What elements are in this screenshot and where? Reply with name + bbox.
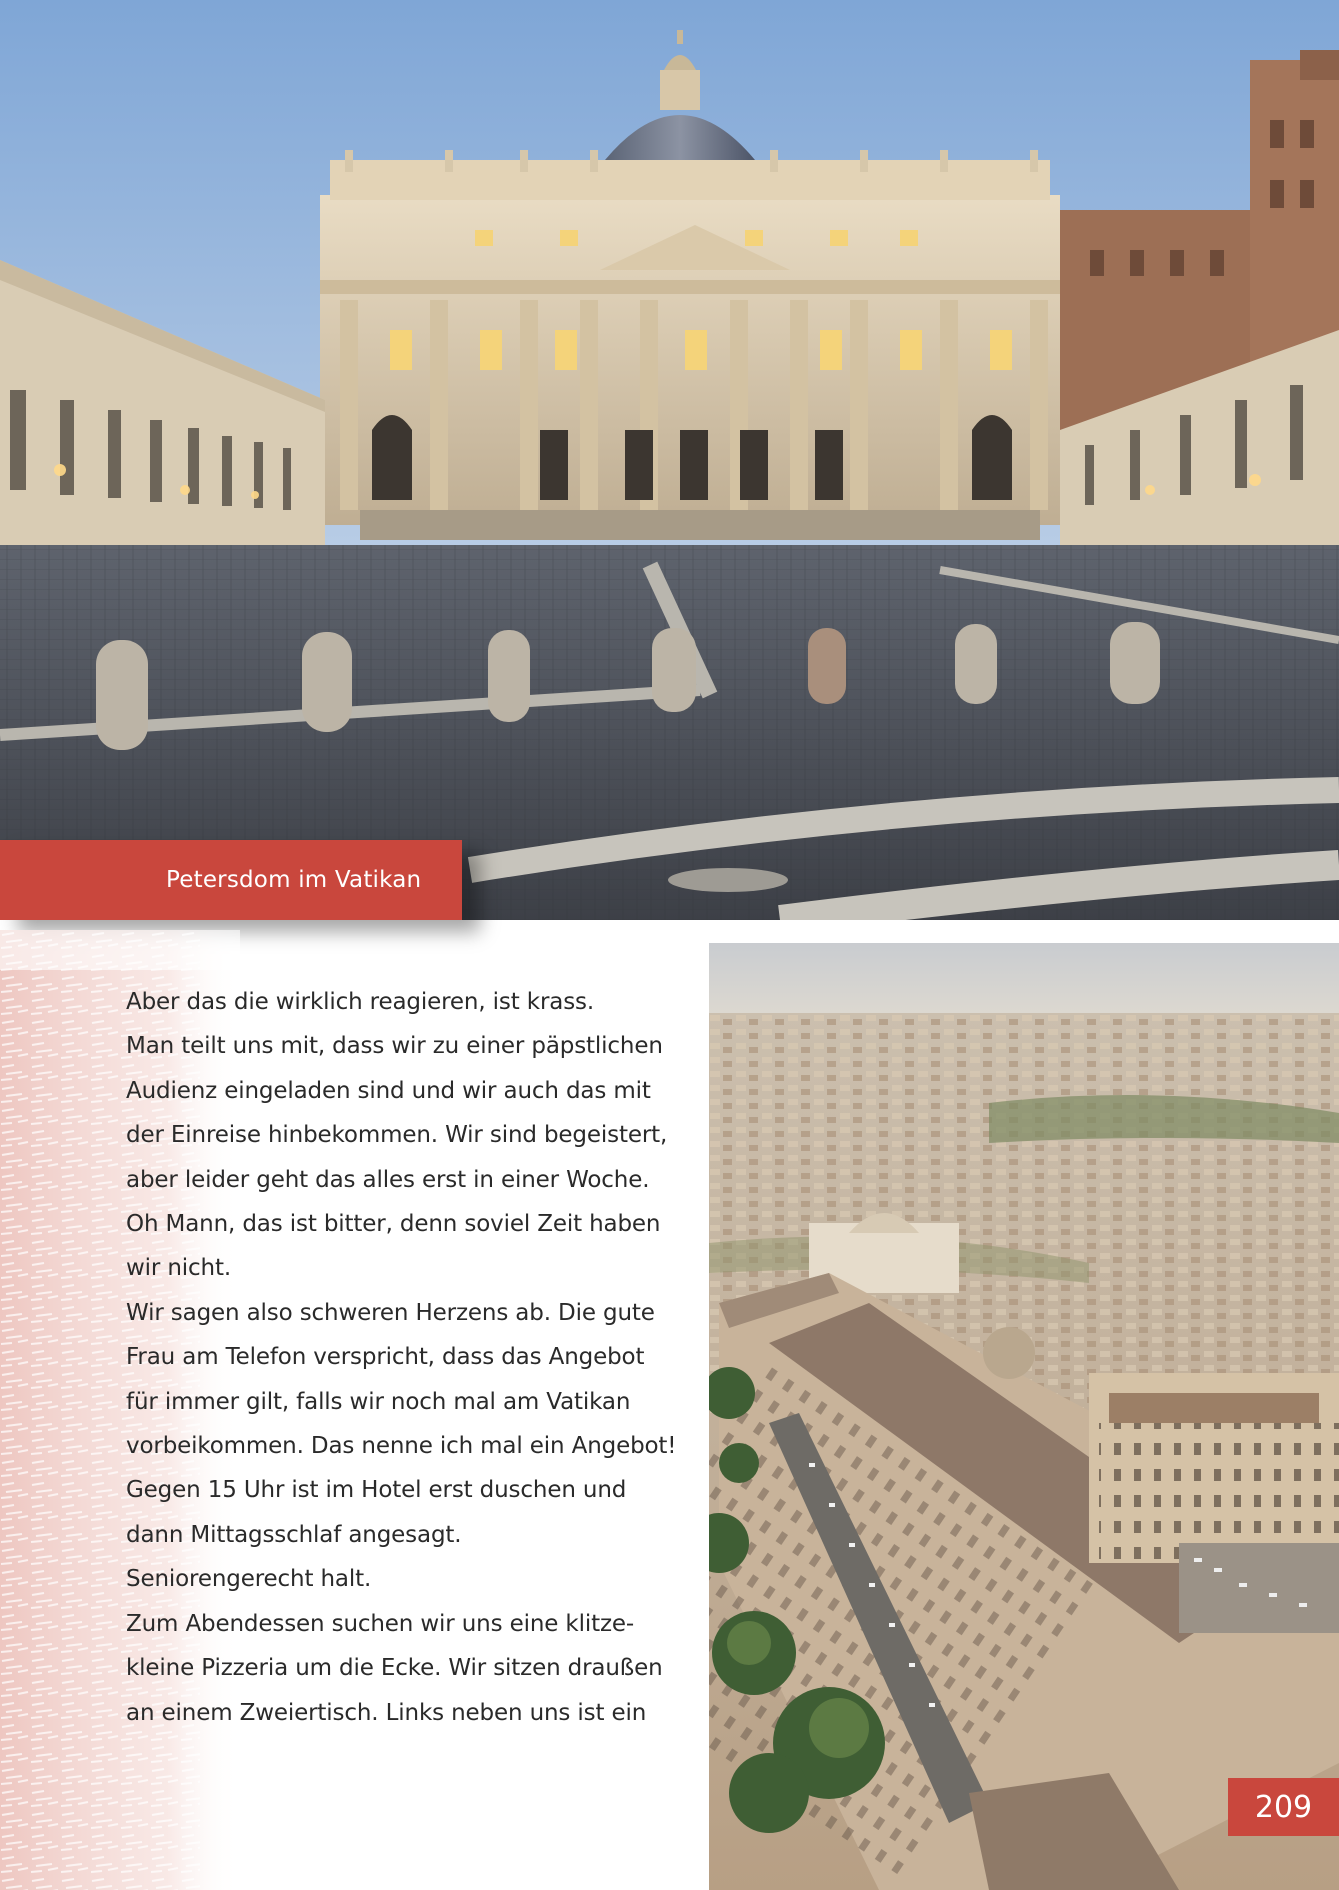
text-line: wir nicht. — [126, 1255, 231, 1282]
page-number: 209 — [1228, 1778, 1339, 1836]
text-line: Oh Mann, das ist bitter, denn soviel Zeit haben — [126, 1211, 661, 1238]
text-line: Frau am Telefon verspricht, dass das Angebot — [126, 1344, 645, 1371]
text-line: aber leider geht das alles erst in einer Woche. — [126, 1166, 650, 1193]
text-line: Seniorengerecht halt. — [126, 1566, 372, 1593]
text-line: Wir sagen also schweren Herzens ab. Die gute — [126, 1299, 655, 1326]
text-line: der Einreise hinbekommen. Wir sind begeistert, — [126, 1122, 668, 1149]
text-line: dann Mittagsschlaf angesagt. — [126, 1521, 462, 1548]
aerial-photo-vatican-museums — [709, 943, 1339, 1890]
body-text — [126, 980, 686, 1735]
text-line: an einem Zweiertisch. Links neben uns ist ein — [126, 1699, 647, 1726]
photo-caption-box — [0, 840, 462, 920]
hero-photo-st-peters — [0, 0, 1339, 920]
text-line: Audienz eingeladen sind und wir auch das mit — [126, 1077, 651, 1104]
photo-caption: Petersdom im Vatikan — [166, 867, 422, 893]
text-line: vorbeikommen. Das nenne ich mal ein Angebot! — [126, 1433, 677, 1460]
text-line: kleine Pizzeria um die Ecke. Wir sitzen draußen — [126, 1655, 663, 1682]
text-line: für immer gilt, falls wir noch mal am Vatikan — [126, 1388, 631, 1415]
text-line: Zum Abendessen suchen wir uns eine klitze- — [126, 1610, 635, 1637]
text-line: Aber das die wirklich reagieren, ist krass. — [126, 989, 595, 1015]
text-line: Gegen 15 Uhr ist im Hotel erst duschen und — [126, 1477, 627, 1504]
text-line: Man teilt uns mit, dass wir zu einer päpstlichen — [126, 1033, 663, 1060]
